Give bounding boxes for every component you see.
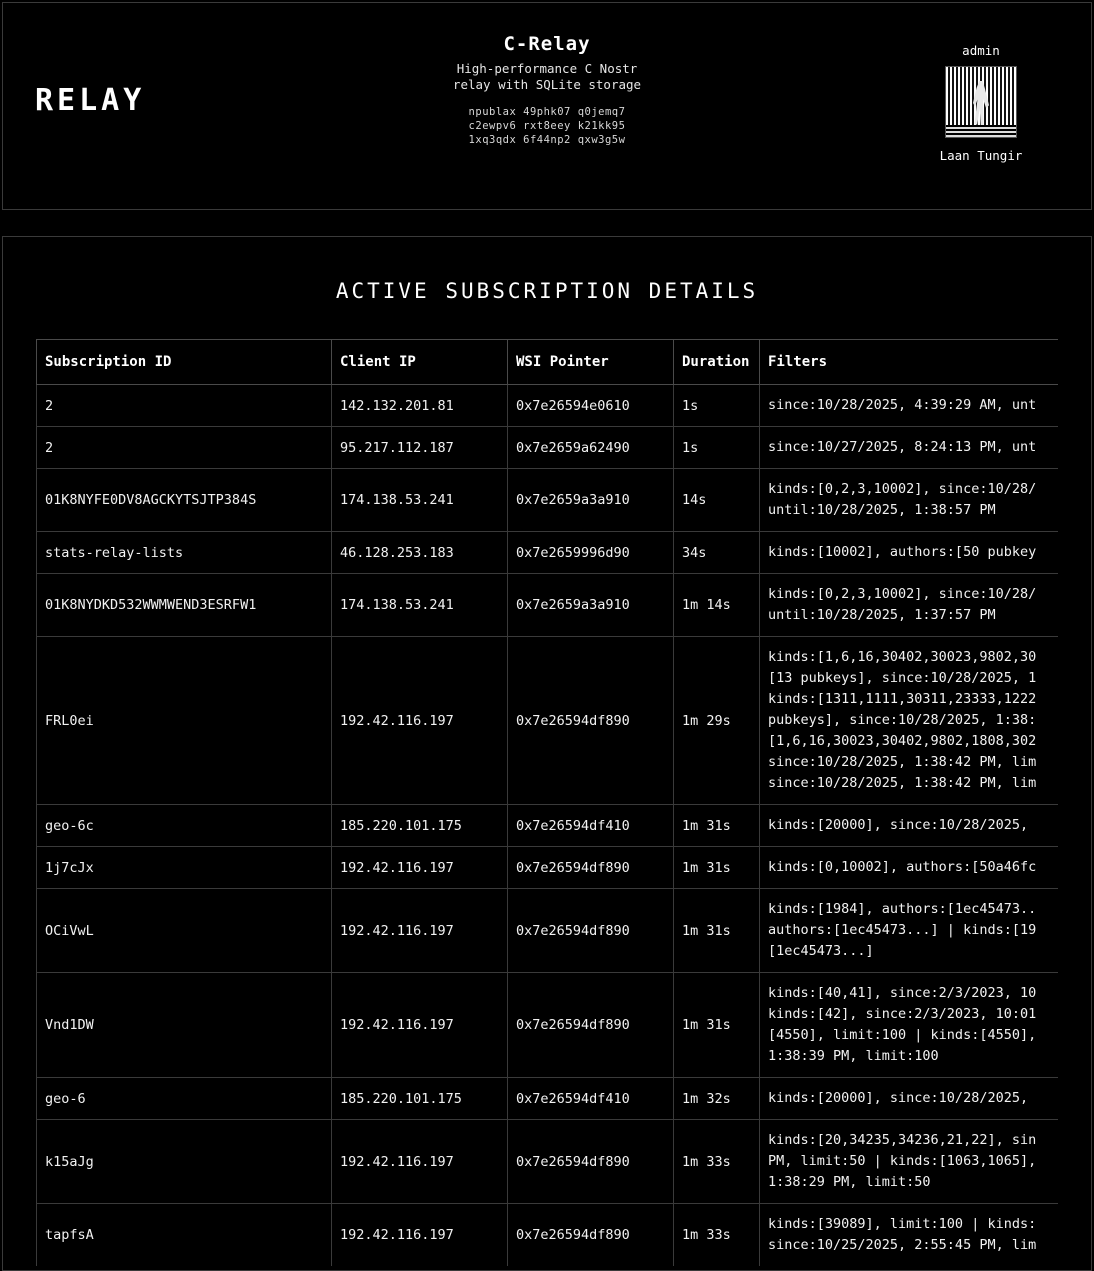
filter-line: since:10/28/2025, 1:38:42 PM, lim bbox=[768, 754, 1037, 770]
npub-line-3: 1xq3qdx 6f44np2 qxw3g5w bbox=[468, 134, 626, 146]
npub-line-1: npublax 49phk07 q0jemq7 bbox=[468, 106, 626, 118]
column-header-subscription-id[interactable]: Subscription ID bbox=[37, 340, 332, 385]
cell-duration: 14s bbox=[674, 469, 760, 532]
admin-name: Laan Tungir bbox=[939, 148, 1023, 163]
table-row[interactable] bbox=[37, 427, 1059, 469]
cell-filters bbox=[760, 574, 1059, 637]
cell-wsi-pointer: 0x7e2659a3a910 bbox=[508, 574, 674, 637]
table-row[interactable] bbox=[37, 1120, 1059, 1204]
cell-wsi-pointer: 0x7e2659a3a910 bbox=[508, 469, 674, 532]
cell-duration: 1m 31s bbox=[674, 889, 760, 973]
app-title: C-Relay bbox=[503, 33, 591, 55]
filter-line: kinds:[39089], limit:100 | kinds: bbox=[768, 1216, 1037, 1232]
brand-logo[interactable]: RELAY bbox=[35, 83, 146, 118]
cell-subscription-id: k15aJg bbox=[37, 1120, 332, 1204]
table-row[interactable] bbox=[37, 637, 1059, 805]
cell-wsi-pointer: 0x7e26594e0610 bbox=[508, 385, 674, 427]
app-subtitle: High-performance C Nostr relay with SQLite storage bbox=[452, 61, 642, 92]
filter-line: [1,6,16,30023,30402,9802,1808,302 bbox=[768, 733, 1037, 749]
filter-line: kinds:[40,41], since:2/3/2023, 10 bbox=[768, 985, 1037, 1001]
cell-subscription-id: geo-6 bbox=[37, 1078, 332, 1120]
column-header-wsi-pointer[interactable]: WSI Pointer bbox=[508, 340, 674, 385]
column-header-client-ip[interactable]: Client IP bbox=[332, 340, 508, 385]
table-row[interactable] bbox=[37, 574, 1059, 637]
filter-line: until:10/28/2025, 1:38:57 PM bbox=[768, 502, 996, 518]
filter-line: kinds:[1311,1111,30311,23333,1222 bbox=[768, 691, 1037, 707]
cell-client-ip: 174.138.53.241 bbox=[332, 574, 508, 637]
admin-label: admin bbox=[962, 43, 1000, 58]
cell-client-ip: 185.220.101.175 bbox=[332, 1078, 508, 1120]
cell-wsi-pointer: 0x7e26594df890 bbox=[508, 973, 674, 1078]
cell-duration: 1s bbox=[674, 427, 760, 469]
filter-line: kinds:[10002], authors:[50 pubkey bbox=[768, 544, 1037, 560]
relay-npub bbox=[377, 105, 717, 147]
cell-client-ip: 192.42.116.197 bbox=[332, 889, 508, 973]
cell-client-ip: 192.42.116.197 bbox=[332, 637, 508, 805]
cell-subscription-id: 01K8NYDKD532WWMWEND3ESRFW1 bbox=[37, 574, 332, 637]
admin-profile[interactable] bbox=[921, 43, 1041, 163]
cell-subscription-id: 2 bbox=[37, 385, 332, 427]
cell-client-ip: 46.128.253.183 bbox=[332, 532, 508, 574]
cell-filters bbox=[760, 637, 1059, 805]
filter-line: since:10/25/2025, 2:55:45 PM, lim bbox=[768, 1237, 1037, 1253]
avatar[interactable] bbox=[945, 66, 1017, 138]
cell-subscription-id: 01K8NYFE0DV8AGCKYTSJTP384S bbox=[37, 469, 332, 532]
table-row[interactable] bbox=[37, 532, 1059, 574]
cell-wsi-pointer: 0x7e2659996d90 bbox=[508, 532, 674, 574]
table-row[interactable] bbox=[37, 805, 1059, 847]
cell-filters bbox=[760, 385, 1059, 427]
filter-line: kinds:[42], since:2/3/2023, 10:01 bbox=[768, 1006, 1037, 1022]
filter-line: kinds:[1984], authors:[1ec45473.. bbox=[768, 901, 1037, 917]
cell-subscription-id: geo-6c bbox=[37, 805, 332, 847]
subscriptions-table-wrapper bbox=[36, 339, 1058, 1266]
column-header-duration[interactable]: Duration bbox=[674, 340, 760, 385]
filter-line: kinds:[0,2,3,10002], since:10/28/ bbox=[768, 481, 1037, 497]
cell-client-ip: 192.42.116.197 bbox=[332, 1120, 508, 1204]
filter-line: kinds:[0,10002], authors:[50a46fc bbox=[768, 859, 1037, 875]
cell-filters bbox=[760, 1078, 1059, 1120]
cell-wsi-pointer: 0x7e2659a62490 bbox=[508, 427, 674, 469]
filter-line: until:10/28/2025, 1:37:57 PM bbox=[768, 607, 996, 623]
cell-filters bbox=[760, 805, 1059, 847]
table-row[interactable] bbox=[37, 889, 1059, 973]
cell-filters bbox=[760, 847, 1059, 889]
table-row[interactable] bbox=[37, 469, 1059, 532]
cell-filters bbox=[760, 1204, 1059, 1267]
cell-wsi-pointer: 0x7e26594df410 bbox=[508, 805, 674, 847]
column-header-filters[interactable]: Filters bbox=[760, 340, 1059, 385]
cell-filters bbox=[760, 532, 1059, 574]
cell-wsi-pointer: 0x7e26594df890 bbox=[508, 637, 674, 805]
cell-subscription-id: stats-relay-lists bbox=[37, 532, 332, 574]
filter-line: pubkeys], since:10/28/2025, 1:38: bbox=[768, 712, 1037, 728]
cell-client-ip: 192.42.116.197 bbox=[332, 973, 508, 1078]
subscriptions-table bbox=[36, 339, 1058, 1266]
cell-filters bbox=[760, 973, 1059, 1078]
filter-line: [1ec45473...] bbox=[768, 943, 874, 959]
cell-wsi-pointer: 0x7e26594df410 bbox=[508, 1078, 674, 1120]
cell-duration: 1m 32s bbox=[674, 1078, 760, 1120]
avatar-figure-icon bbox=[973, 81, 989, 125]
cell-client-ip: 142.132.201.81 bbox=[332, 385, 508, 427]
filter-line: kinds:[20000], since:10/28/2025, bbox=[768, 1090, 1029, 1106]
cell-duration: 1m 33s bbox=[674, 1120, 760, 1204]
cell-filters bbox=[760, 469, 1059, 532]
cell-filters bbox=[760, 889, 1059, 973]
filter-line: [13 pubkeys], since:10/28/2025, 1 bbox=[768, 670, 1037, 686]
filter-line: 1:38:39 PM, limit:100 bbox=[768, 1048, 939, 1064]
cell-filters bbox=[760, 427, 1059, 469]
filter-line: since:10/28/2025, 4:39:29 AM, unt bbox=[768, 397, 1037, 413]
cell-filters bbox=[760, 1120, 1059, 1204]
cell-client-ip: 192.42.116.197 bbox=[332, 847, 508, 889]
cell-client-ip: 185.220.101.175 bbox=[332, 805, 508, 847]
filter-line: kinds:[20000], since:10/28/2025, bbox=[768, 817, 1029, 833]
cell-duration: 34s bbox=[674, 532, 760, 574]
page-title: ACTIVE SUBSCRIPTION DETAILS bbox=[335, 279, 759, 303]
cell-subscription-id: 2 bbox=[37, 427, 332, 469]
table-row[interactable] bbox=[37, 385, 1059, 427]
filter-line: authors:[1ec45473...] | kinds:[19 bbox=[768, 922, 1037, 938]
cell-client-ip: 192.42.116.197 bbox=[332, 1204, 508, 1267]
cell-duration: 1s bbox=[674, 385, 760, 427]
cell-wsi-pointer: 0x7e26594df890 bbox=[508, 1204, 674, 1267]
cell-client-ip: 95.217.112.187 bbox=[332, 427, 508, 469]
cell-duration: 1m 29s bbox=[674, 637, 760, 805]
cell-duration: 1m 31s bbox=[674, 847, 760, 889]
cell-wsi-pointer: 0x7e26594df890 bbox=[508, 889, 674, 973]
avatar-ground-texture bbox=[946, 125, 1016, 137]
cell-client-ip: 174.138.53.241 bbox=[332, 469, 508, 532]
page-header bbox=[2, 2, 1092, 210]
table-header-row bbox=[37, 340, 1059, 385]
filter-line: PM, limit:50 | kinds:[1063,1065], bbox=[768, 1153, 1037, 1169]
npub-line-2: c2ewpv6 rxt8eey k21kk95 bbox=[468, 120, 626, 132]
cell-subscription-id: OCiVwL bbox=[37, 889, 332, 973]
filter-line: [4550], limit:100 | kinds:[4550], bbox=[768, 1027, 1037, 1043]
cell-duration: 1m 31s bbox=[674, 805, 760, 847]
filter-line: kinds:[1,6,16,30402,30023,9802,30 bbox=[768, 649, 1037, 665]
cell-subscription-id: 1j7cJx bbox=[37, 847, 332, 889]
table-row[interactable] bbox=[37, 973, 1059, 1078]
cell-subscription-id: tapfsA bbox=[37, 1204, 332, 1267]
filter-line: since:10/28/2025, 1:38:42 PM, lim bbox=[768, 775, 1037, 791]
table-row[interactable] bbox=[37, 847, 1059, 889]
subscriptions-panel bbox=[2, 236, 1092, 1271]
cell-wsi-pointer: 0x7e26594df890 bbox=[508, 847, 674, 889]
filter-line: since:10/27/2025, 8:24:13 PM, unt bbox=[768, 439, 1037, 455]
cell-duration: 1m 14s bbox=[674, 574, 760, 637]
table-row[interactable] bbox=[37, 1078, 1059, 1120]
cell-duration: 1m 33s bbox=[674, 1204, 760, 1267]
filter-line: kinds:[0,2,3,10002], since:10/28/ bbox=[768, 586, 1037, 602]
cell-wsi-pointer: 0x7e26594df890 bbox=[508, 1120, 674, 1204]
table-row[interactable] bbox=[37, 1204, 1059, 1267]
filter-line: kinds:[20,34235,34236,21,22], sin bbox=[768, 1132, 1037, 1148]
cell-subscription-id: Vnd1DW bbox=[37, 973, 332, 1078]
cell-duration: 1m 31s bbox=[674, 973, 760, 1078]
cell-subscription-id: FRL0ei bbox=[37, 637, 332, 805]
filter-line: 1:38:29 PM, limit:50 bbox=[768, 1174, 931, 1190]
app-identity bbox=[377, 33, 717, 147]
